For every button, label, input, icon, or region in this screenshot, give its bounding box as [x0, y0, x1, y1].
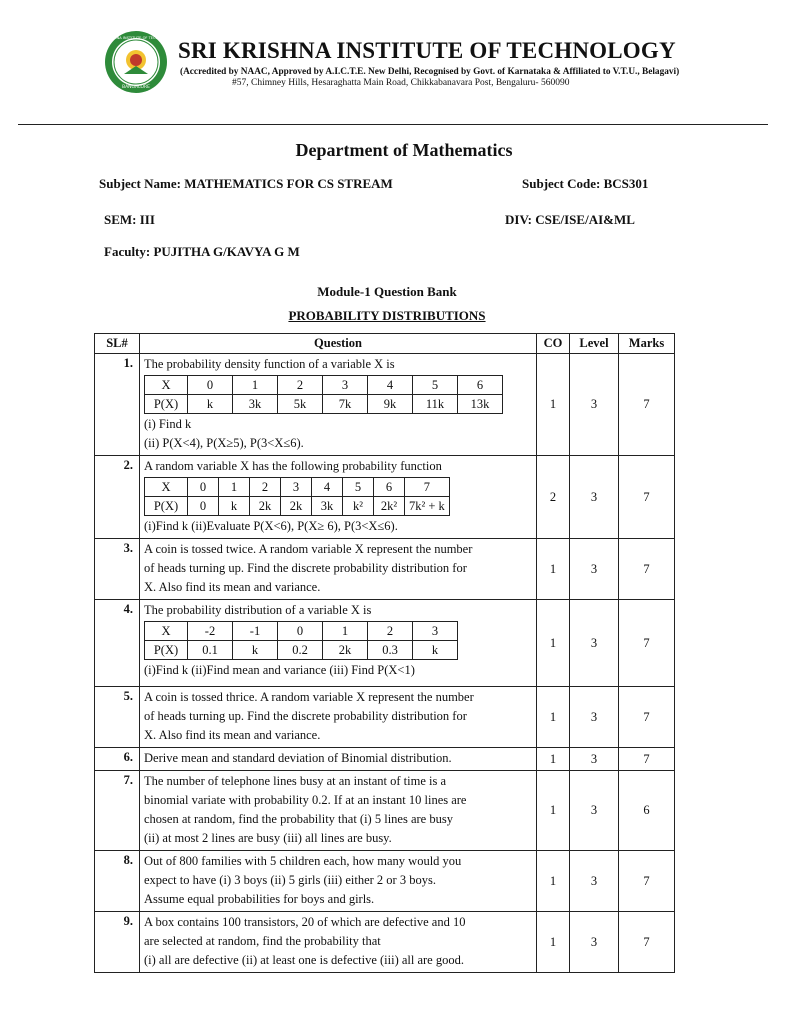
bloom-level: 3 [570, 539, 619, 600]
distribution-cell: 13k [458, 395, 503, 414]
question-number: 5. [95, 687, 140, 748]
distribution-cell: k [219, 497, 250, 516]
distribution-cell: 5 [343, 478, 374, 497]
course-outcome: 1 [537, 600, 570, 687]
header-level: Level [570, 334, 619, 354]
distribution-cell: k [413, 641, 458, 660]
distribution-cell: 5 [413, 376, 458, 395]
table-row [95, 851, 675, 912]
distribution-cell: 2k [281, 497, 312, 516]
marks: 7 [619, 456, 675, 539]
distribution-cell: 7 [405, 478, 450, 497]
distribution-cell: P(X) [145, 497, 188, 516]
table-row [95, 539, 675, 600]
marks: 7 [619, 600, 675, 687]
bloom-level: 3 [570, 912, 619, 973]
question-number: 3. [95, 539, 140, 600]
distribution-cell: 5k [278, 395, 323, 414]
course-outcome: 1 [537, 539, 570, 600]
distribution-cell: 3 [323, 376, 368, 395]
svg-text:SRI KRISHNA INSTITUTE OF TECHN: SRI KRISHNA INSTITUTE OF TECHNOLOGY [98, 36, 174, 40]
question-line: expect to have (i) 3 boys (ii) 5 girls (iii) either 2 or 3 boys. [144, 873, 436, 887]
distribution-cell: 4 [368, 376, 413, 395]
question-line: Out of 800 families with 5 children each, how many would you [144, 854, 462, 868]
distribution-cell: 0.3 [368, 641, 413, 660]
distribution-cell: 3 [281, 478, 312, 497]
question-line: A coin is tossed twice. A random variable X represent the number [144, 542, 473, 556]
division: DIV: CSE/ISE/AI&ML [505, 212, 635, 227]
distribution-cell: -2 [188, 622, 233, 641]
question-line: (i)Find k (ii)Find mean and variance (iii) Find P(X<1) [144, 663, 415, 677]
question-number: 9. [95, 912, 140, 973]
table-row [95, 912, 675, 973]
question-line: (i) all are defective (ii) at least one is defective (iii) all are good. [144, 953, 464, 967]
course-outcome: 1 [537, 851, 570, 912]
distribution-cell: 6 [374, 478, 405, 497]
distribution-cell: 3 [413, 622, 458, 641]
question-line: A box contains 100 transistors, 20 of which are defective and 10 [144, 915, 466, 929]
question-bank-table [94, 333, 675, 973]
question-line: X. Also find its mean and variance. [144, 728, 321, 742]
distribution-cell: 6 [458, 376, 503, 395]
bloom-level: 3 [570, 456, 619, 539]
distribution-cell: k [233, 641, 278, 660]
distribution-cell: 9k [368, 395, 413, 414]
header-question: Question [140, 334, 537, 354]
marks: 7 [619, 687, 675, 748]
marks: 7 [619, 354, 675, 456]
distribution-cell: 2 [368, 622, 413, 641]
section-title: PROBABILITY DISTRIBUTIONS [288, 308, 486, 323]
svg-text:BANGALORE: BANGALORE [122, 85, 150, 90]
question-line: X. Also find its mean and variance. [144, 580, 321, 594]
table-row [95, 456, 675, 539]
distribution-cell: 0 [188, 478, 219, 497]
distribution-cell: 11k [413, 395, 458, 414]
question-intro: The probability distribution of a variable X is [144, 603, 372, 617]
question-line: (ii) at most 2 lines are busy (iii) all lines are busy. [144, 831, 392, 845]
distribution-cell: 3k [233, 395, 278, 414]
question-text [140, 456, 537, 539]
distribution-cell: P(X) [145, 641, 188, 660]
distribution-cell: 1 [233, 376, 278, 395]
question-text [140, 912, 537, 973]
course-outcome: 1 [537, 748, 570, 771]
question-number: 1. [95, 354, 140, 456]
distribution-cell: 0 [188, 376, 233, 395]
question-text [140, 687, 537, 748]
distribution-cell: X [145, 478, 188, 497]
distribution-x-row [145, 376, 503, 395]
distribution-p-row [145, 497, 450, 516]
distribution-cell: 1 [219, 478, 250, 497]
course-outcome: 1 [537, 687, 570, 748]
question-line: Derive mean and standard deviation of Binomial distribution. [144, 751, 452, 765]
course-outcome: 1 [537, 354, 570, 456]
question-number: 4. [95, 600, 140, 687]
header-co: CO [537, 334, 570, 354]
question-intro: The probability density function of a variable X is [144, 357, 395, 371]
question-text [140, 748, 537, 771]
question-line: chosen at random, find the probability that (i) 5 lines are busy [144, 812, 453, 826]
question-line: of heads turning up. Find the discrete probability distribution for [144, 561, 467, 575]
bloom-level: 3 [570, 771, 619, 851]
bloom-level: 3 [570, 687, 619, 748]
distribution-cell: 0.1 [188, 641, 233, 660]
question-line: binomial variate with probability 0.2. If at an instant 10 lines are [144, 793, 467, 807]
marks: 7 [619, 912, 675, 973]
bloom-level: 3 [570, 748, 619, 771]
question-text [140, 539, 537, 600]
question-line: The number of telephone lines busy at an instant of time is a [144, 774, 447, 788]
distribution-cell: 7k² + k [405, 497, 450, 516]
distribution-cell: 1 [323, 622, 368, 641]
distribution-cell: 2k [250, 497, 281, 516]
subject-code: Subject Code: BCS301 [522, 176, 649, 191]
subject-name: Subject Name: MATHEMATICS FOR CS STREAM [99, 176, 393, 191]
distribution-cell: 2 [250, 478, 281, 497]
bloom-level: 3 [570, 851, 619, 912]
distribution-x-row [145, 478, 450, 497]
distribution-cell: 0 [278, 622, 323, 641]
distribution-table [144, 477, 450, 516]
question-line: Assume equal probabilities for boys and girls. [144, 892, 375, 906]
distribution-cell: X [145, 622, 188, 641]
question-text [140, 851, 537, 912]
question-line: A coin is tossed thrice. A random variable X represent the number [144, 690, 474, 704]
question-line: (i) Find k [144, 417, 192, 431]
distribution-cell: P(X) [145, 395, 188, 414]
question-line: of heads turning up. Find the discrete probability distribution for [144, 709, 467, 723]
header-marks: Marks [619, 334, 675, 354]
table-header-row [95, 334, 675, 354]
course-outcome: 1 [537, 912, 570, 973]
distribution-cell: 2k [323, 641, 368, 660]
semester: SEM: III [104, 212, 155, 227]
department-title: Department of Mathematics [295, 140, 513, 160]
question-line: are selected at random, find the probability that [144, 934, 381, 948]
distribution-p-row [145, 395, 503, 414]
module-title: Module-1 Question Bank [317, 284, 457, 299]
question-text [140, 600, 537, 687]
bloom-level: 3 [570, 354, 619, 456]
table-row [95, 771, 675, 851]
distribution-cell: 2k² [374, 497, 405, 516]
table-row [95, 748, 675, 771]
question-number: 2. [95, 456, 140, 539]
distribution-cell: -1 [233, 622, 278, 641]
distribution-cell: 2 [278, 376, 323, 395]
distribution-cell: 0 [188, 497, 219, 516]
distribution-cell: k [188, 395, 233, 414]
question-text [140, 771, 537, 851]
faculty: Faculty: PUJITHA G/KAVYA G M [104, 244, 300, 259]
distribution-cell: 4 [312, 478, 343, 497]
question-number: 8. [95, 851, 140, 912]
question-intro: A random variable X has the following probability function [144, 459, 442, 473]
course-outcome: 2 [537, 456, 570, 539]
question-line: (ii) P(X<4), P(X≥5), P(3<X≤6). [144, 436, 304, 450]
marks: 7 [619, 851, 675, 912]
distribution-cell: 0.2 [278, 641, 323, 660]
distribution-table [144, 375, 503, 414]
distribution-p-row [145, 641, 458, 660]
marks: 7 [619, 748, 675, 771]
marks: 6 [619, 771, 675, 851]
distribution-cell: k² [343, 497, 374, 516]
distribution-x-row [145, 622, 458, 641]
question-number: 6. [95, 748, 140, 771]
table-row [95, 354, 675, 456]
distribution-cell: 3k [312, 497, 343, 516]
distribution-cell: 7k [323, 395, 368, 414]
institute-logo [98, 30, 174, 94]
question-number: 7. [95, 771, 140, 851]
table-row [95, 600, 675, 687]
institute-name: SRI KRISHNA INSTITUTE OF TECHNOLOGY [178, 38, 676, 63]
table-row [95, 687, 675, 748]
bloom-level: 3 [570, 600, 619, 687]
question-text [140, 354, 537, 456]
marks: 7 [619, 539, 675, 600]
institute-accreditation: (Accredited by NAAC, Approved by A.I.C.T.E. New Delhi, Recognised by Govt. of Karnataka & Affiliated to V.T.U., Belagavi) [180, 67, 680, 77]
distribution-cell: X [145, 376, 188, 395]
distribution-table [144, 621, 458, 660]
header-sl: SL# [95, 334, 140, 354]
course-outcome: 1 [537, 771, 570, 851]
header-divider [18, 124, 768, 125]
institute-address: #57, Chimney Hills, Hesaraghatta Main Road, Chikkabanavara Post, Bengaluru- 560090 [232, 78, 570, 88]
question-line: (i)Find k (ii)Evaluate P(X<6), P(X≥ 6), P(3<X≤6). [144, 519, 398, 533]
